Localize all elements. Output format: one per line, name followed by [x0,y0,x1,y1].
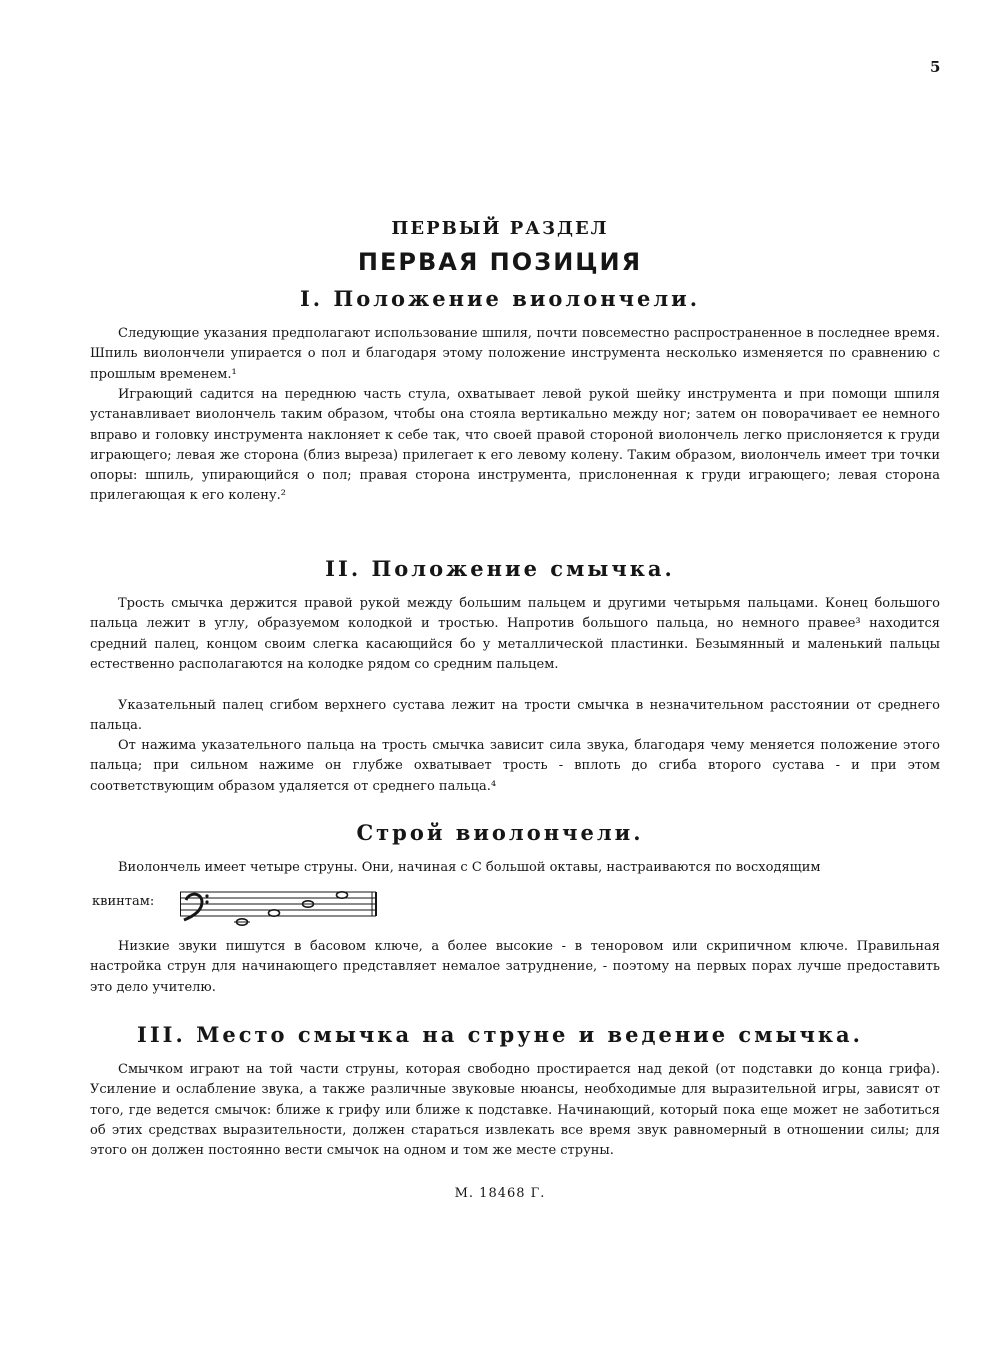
page-number: 5 [930,58,941,76]
paragraph: Указательный палец сгибом верхнего сустава лежит на трости смычка в незначительном расстоянии от среднего пальца. [90,698,940,734]
section-title-bow-position: II. Положение смычка. [325,556,675,581]
paragraph: Следующие указания предполагают использование шпиля, почти повсеместно распространенное в последнее время. Шпиль виолончели упирается о пол и благодаря этому положение инструмента несколько изменяется по сравнению с прошлым временем.¹ [90,326,940,382]
paragraph: Низкие звуки пишутся в басовом ключе, а более высокие - в теноровом или скрипичном ключе. Правильная настройка струн для начинающего представляет немалое затруднение, - поэтому на первых порах лучше предоставить это дело учителю. [90,939,940,995]
music-staff [180,888,380,928]
section-title-cello-position: I. Положение виолончели. [299,286,701,311]
paragraph: От нажима указательного пальца на трость смычка зависит сила звука, благодаря чему меняется положение этого пальца; при сильном нажиме он глубже охватывает трость - вплоть до сгиба второго сустава - и при этом соответствующим образом удаляется от среднего пальца.⁴ [90,738,940,794]
tuning-example [92,888,392,928]
paragraph: Виолончель имеет четыре струны. Они, начиная с С большой октавы, настраиваются по восходящим [118,860,821,875]
staff-label: квинтам: [92,894,155,909]
paragraph: Играющий садится на переднюю часть стула, охватывает левой рукой шейку инструмента и при помощи шпиля устанавливает виолончель таким образом, чтобы она стояла вертикально между ног; затем он поворачивает ее немного вправо и головку инструмента наклоняет к себе так, что своей правой стороной виолончель легко прислоняется к груди играющего; левая же сторона (близ выреза) прилегает к его левому колену. Таким образом, виолончель имеет три точки опоры: шпиль, упирающийся о пол; правая сторона инструмента, прислоненная к груди играющего; левая сторона прилегающая к его колену.² [90,387,940,504]
footer-catalog-number: М. 18468 Г. [454,1186,546,1201]
section-title-cello-tuning: Строй виолончели. [356,820,644,845]
section-title-bow-placement: III. Место смычка на струне и ведение смычка. [137,1022,863,1047]
paragraph: Трость смычка держится правой рукой между большим пальцем и другими четырьмя пальцами. Конец большого пальца лежит в углу, образуемом колодкой и тростью. Напротив большого пальца, но немного правее³ находится средний палец, концом своим слегка касающийся бо у металлической пластинки. Безымянный и маленький пальцы естественно располагаются на колодке рядом со средним пальцем. [90,596,940,672]
part-title: ПЕРВЫЙ РАЗДЕЛ [391,218,609,239]
part-subtitle: ПЕРВАЯ ПОЗИЦИЯ [357,248,643,276]
paragraph: Смычком играют на той части струны, которая свободно простирается над декой (от подставки до конца грифа). Усиление и ослабление звука, а также различные звуковые нюансы, необходимые для выразительной игры, зависят от того, где ведется смычок: ближе к грифу или ближе к подставке. Начинающий, который пока еще может не заботиться об этих средствах выразительности, должен стараться извлекать все время звук равномерный в отношении силы; для этого он должен постоянно вести смычок на одном и том же месте струны. [90,1062,940,1159]
